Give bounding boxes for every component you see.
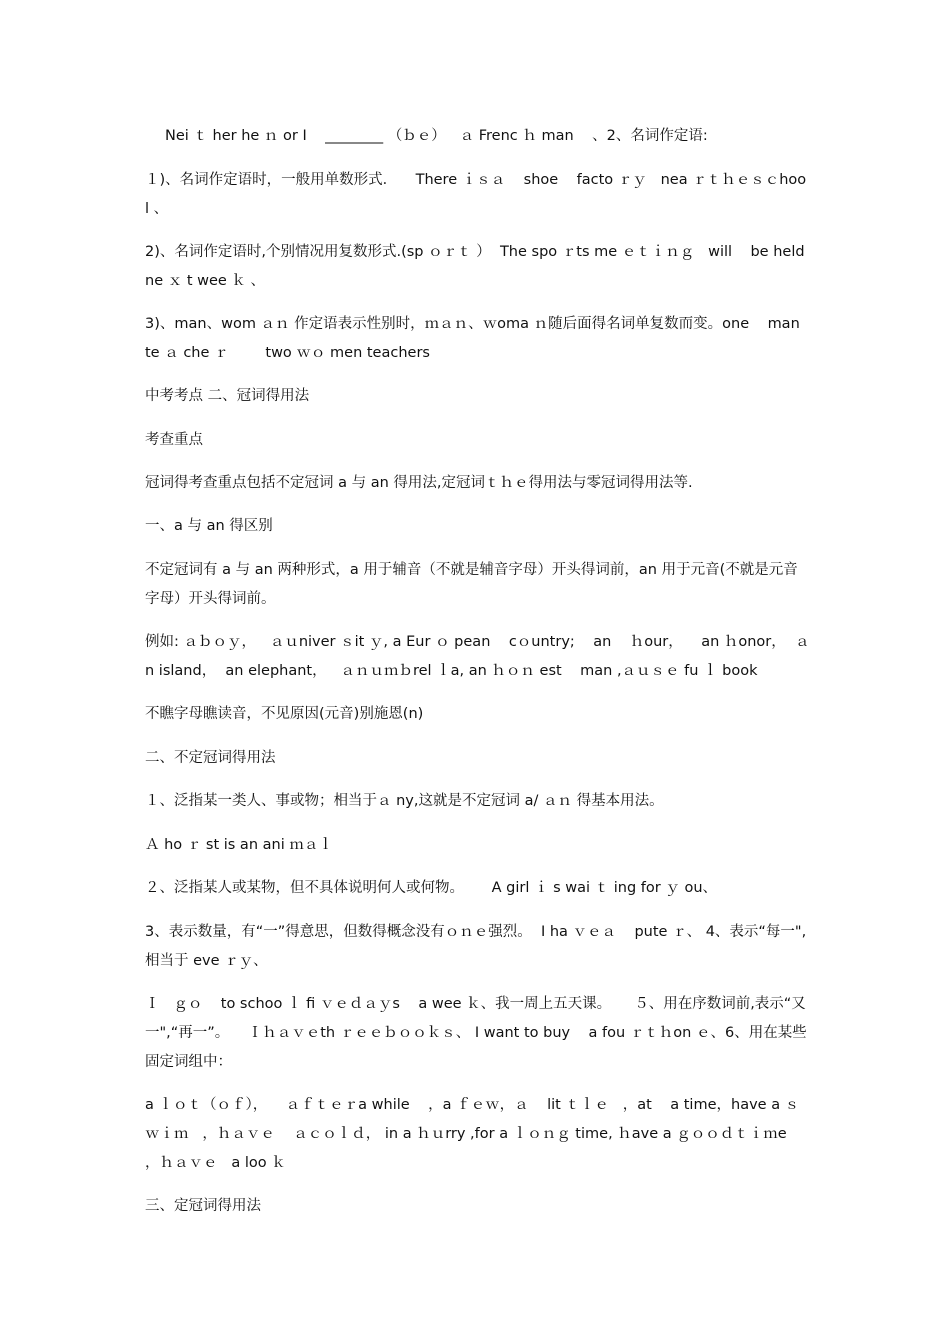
text-line-3: 2)、名词作定语时,个别情况用复数形式.(sp ｏｒｔ ） The spo ｒts me ｅｔｉｎｇ will be held ne ｘ t wee ｋ 、	[145, 244, 810, 289]
text-line-mnemonic: 不瞧字母瞧读音，不见原因(元音)别施恩(n)	[145, 706, 424, 722]
text-line-a-an-rule: 不定冠词有 a 与 an 两种形式，a 用于辅音（不就是辅音字母）开头得词前，an 用于元音(不就是元音字母）开头得词前。	[145, 562, 798, 607]
text-line-4: 3)、man、wom ａｎ 作定语表示性别时，ｍａｎ、ｗoma ｎ随后面得名词单复数而变。one man te ａ che ｒ two ｗｏ men teachers	[145, 316, 805, 361]
text-line-example-horse: Ａ ho ｒ st is an ani ｍａｌ	[145, 837, 333, 853]
text-line-examples: 例如: ａｂｏｙ， ａｕniver ｓit ｙ, a Eur ｏ pean cｏuntry; an ｈour， an ｈonor， ａn island， an elephant， ａｎｕｍｂrel ｌa, an ｈｏｎ est man ,ａｕｓｅ fu ｌ book	[145, 634, 810, 679]
text-line-usage-3-4: 3、表示数量，有“一”得意思，但数得概念没有ｏｎｅ强烈。 I ha ｖｅａ pute ｒ、 4、表示“每一",相当于 eve ｒｙ、	[145, 924, 807, 969]
section-heading-a-an-difference: 一、a 与 an 得区别	[145, 518, 273, 534]
text-line-1: Nei ｔ her he ｎ or I ________ （ｂｅ） ａ Frenc ｈ man 、2、名词作定语:	[165, 128, 708, 144]
text-line-usage-2: ２、泛指某人或某物，但不具体说明何人或何物。 A girl ｉ s wai ｔ ing for ｙ ou、	[145, 880, 718, 896]
subheading-key-points: 考查重点	[145, 432, 203, 448]
section-heading-indefinite-usage: 二、不定冠词得用法	[145, 750, 276, 766]
text-line-usage-5-6: Ｉ ｇｏ to schoo ｌ fi ｖｅｄａｙs a wee ｋ、我一周上五天课。 ５、用在序数词前,表示“又一",“再一”。 Ｉｈａｖｅth ｒｅｅｂｏｏｋｓ、 I want to buy a fou ｒｔｈon ｅ、6、用在某些固定词组中：	[145, 996, 807, 1070]
section-heading-article-usage: 中考考点 二、冠词得用法	[145, 388, 310, 404]
text-line-2: １)、名词作定语时，一般用单数形式． There ｉｓａ shoe facto ｒｙ nea ｒｔｈｅｓｃhool 、	[145, 172, 807, 217]
text-line-usage-1: １、泛指某一类人、事或物；相当于ａ ny,这就是不定冠词 a/ ａｎ 得基本用法。	[145, 793, 664, 809]
text-line-fixed-phrases: a ｌｏｔ（ｏｆ）， ａｆｔｅｒa while ，a ｆｅｗ，ａ lit ｔｌｅ ，at a time，have a ｓｗｉｍ ，ｈａｖｅ ａｃｏｌｄ， in a ｈｕrry ,for a ｌｏｎｇ time, ｈave a ｇｏｏｄｔｉｍe ，ｈａｖｅ a loo ｋ	[145, 1097, 800, 1171]
text-line-key-points: 冠词得考查重点包括不定冠词 a 与 an 得用法,定冠词ｔｈｅ得用法与零冠词得用法等.	[145, 475, 693, 491]
section-heading-definite-usage: 三、定冠词得用法	[145, 1198, 261, 1214]
